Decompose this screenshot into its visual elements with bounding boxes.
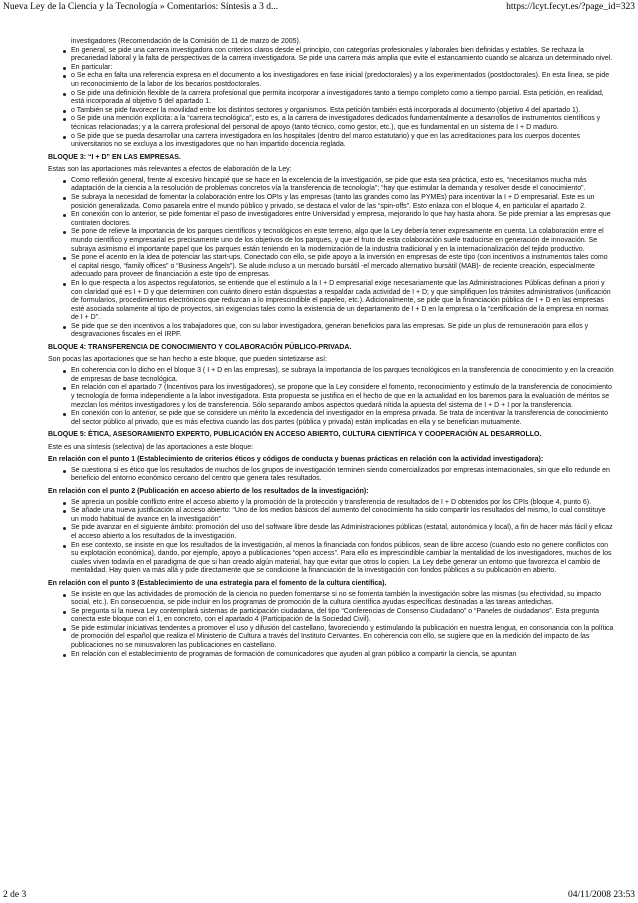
list-item: o Se pide que se pueda desarrollar una carrera investigadora en los hospitales (dentro del marco estatutario) y que en las acreditaciones para los cuerpos docentes universitarios no se excluya a los investigadores que no han impartido docencia reglada. xyxy=(71,133,614,150)
list-item: Se insiste en que las actividades de promoción de la ciencia no pueden fomentarse si no se fomenta también la investigación sobre las mismas (su efectividad, su impacto social, etc.). En consecuencia, se pide incluir en los programas de promoción de la cultura científica ayudas específicas destinadas a las tareas antedichas. xyxy=(71,591,614,608)
list-item: Se aprecia un posible conflicto entre el acceso abierto y la promoción de la protección y transferencia de resultados de I + D obtenidos por los CPIs (bloque 4, punto 6). xyxy=(71,499,614,508)
list-item: investigadores (Recomendación de la Comisión de 11 de marzo de 2005). xyxy=(71,38,301,45)
list-item: En general, se pide una carrera investigadora con criterios claros desde el principio, con categorías profesionales y laborales bien definidas y estables. Se rechaza la precariedad laboral y la falta de perspectivas de la carrera investigadora. Se pide una carrera más amplia que evite el estancamiento cuando se alcanza un determinado nivel. xyxy=(71,46,613,63)
document-content xyxy=(48,38,614,659)
list-item: o Se echa en falta una referencia expresa en el documento a los investigadores en fase inicial (predoctorales) y a los experimentados (postdoctorales). En esta línea, se pide un reconocimiento de la labor de los becarios postdoctorales. xyxy=(71,72,614,89)
print-footer xyxy=(3,889,635,901)
section-heading: En relación con el punto 1 (Establecimiento de criterios éticos y códigos de conducta y buenas prácticas en relación con la actividad investigadora): xyxy=(48,456,544,464)
list-item: En ese contexto, se insiste en que los resultados de la investigación, al menos la financiada con fondos públicos, sean de libre acceso (cuando esto no genere conflictos con su explotación económica), dando, por ejemplo, apoyo a publicaciones “open access”. Para ello es imprescindible cambiar la mentalidad de los investigadores, muchos de los cuales viven todavía en el paradigma de que si han creado algún material, hay que evitar que otros lo copien. La Ley debe generar un entorno que favorezca el cambio de mentalidad. Hay quien va más allá y pide directamente que se condicione la financiación de la investigación con fondos públicos a su publicación en abierto. xyxy=(71,542,614,576)
list-item: Se pide que se den incentivos a los trabajadores que, con su labor investigadora, generan beneficios para las empresas. Se pide un plus de remuneración para ellos y desgravaciones fiscales en el IRPF. xyxy=(71,323,614,340)
list-item: Como reflexión general, frente al excesivo hincapié que se hace en la excelencia de la investigación, se pide que esta sea práctica, esto es, “necesitamos mucha más adaptación de la ciencia a la resolución de problemas concretos vía la transferencia de tecnología”; “hay que estimular la demanda y resolver desde el conocimiento”. xyxy=(71,177,614,194)
bullet-list xyxy=(48,177,614,340)
list-item: En relación con el apartado 7 (Incentivos para los investigadores), se propone que la Ley considere el fomento, reconocimiento y estímulo de la transferencia de conocimiento y tecnología de forma independiente a la labor investigadora. Esta propuesta se justifica en el hecho de que en la actualidad en los baremos para la evaluación de méritos se mezclan los méritos investigadores y los de transferencia. Sólo separando ambos aspectos quedará nítida la apuesta del sistema de I + D + I por la transferencia. xyxy=(71,384,614,410)
list-item: o Se pide una mención explícita: a la “carrera tecnológica”, esto es, a la carrera de investigadores dedicados fundamentalmente a desarrollos de instrumentos científicos y técnicas relacionadas; y a la carrera profesional del personal de apoyo (tanto técnico, como gestor, etc.), que es fundamental en un sistema de I + D maduro. xyxy=(71,115,614,132)
section-heading: En relación con el punto 3 (Establecimiento de una estrategia para el fomento de la cultura científica). xyxy=(48,579,387,587)
page-url: https://lcyt.fecyt.es/?page_id=323 xyxy=(506,2,635,12)
list-item: En conexión con lo anterior, se pide fomentar el paso de investigadores entre Universidad y empresa, mejorando lo que hay hasta ahora. Se pide premiar a las empresas que contraten doctores. xyxy=(71,211,614,228)
list-item: o También se pide favorecer la movilidad entre los distintos sectores y organismos. Esta petición también está incorporada al documento (objetivo 4 del apartado 1). xyxy=(71,107,614,116)
print-header xyxy=(3,1,635,13)
section-heading: BLOQUE 3: “I + D” EN LAS EMPRESAS. xyxy=(48,153,181,161)
list-item: o Se pide una definición flexible de la carrera profesional que permita incorporar a investigadores tanto a tiempo completo como a tiempo parcial. Esta petición, en realidad, está incorporada al objetivo 5 del apartado 1. xyxy=(71,90,614,107)
list-item: Se subraya la necesidad de fomentar la colaboración entre los OPIs y las empresas (tanto las grandes como las PYMEs) para incentivar la I + D empresarial. Este es un posición generalizada. Como pasarela entre el mundo público y privado, se destaca el valor de las “spin-offs”. Esto enlaza con el bloque 4, en particular el apartado 2. xyxy=(71,194,614,211)
paragraph: Este es una síntesis (selectiva) de las aportaciones a este bloque: xyxy=(48,443,254,451)
paragraph: Estas son las aportaciones más relevantes a efectos de elaboración de la Ley: xyxy=(48,166,292,174)
list-item: Se pide avanzar en el siguiente ámbito: promoción del uso del software libre desde las Administraciones públicas (estatal, autonómica y local), a fin de hacer más fácil y eficaz el acceso abierto a los resultados de la investigación. xyxy=(71,524,613,540)
bullet-list xyxy=(48,367,614,427)
section-heading: En relación con el punto 2 (Publicación en acceso abierto de los resultados de la investigación): xyxy=(48,487,369,495)
list-item: Se pone de relieve la importancia de los parques científicos y tecnológicos en este terreno, algo que la Ley debería tener expresamente en cuenta. La colaboración entre el mundo científico y empresarial es precisamente uno de los objetivos de los parques, y que el fruto de esta colaboración suele traducirse en generación de innovación. Se subraya asimismo el importante papel que los parques están teniendo en la modernización de la industria tradicional y en la internacionalización del tejido productivo. xyxy=(71,228,614,254)
bullet-list xyxy=(48,591,614,660)
section-heading: BLOQUE 5: ÉTICA, ASESORAMIENTO EXPERTO, PUBLICACIÓN EN ACCESO ABIERTO, CULTURA CIENTÍFICA Y COOPERACIÓN AL DESARROLLO. xyxy=(48,431,542,439)
list-item: En coherencia con lo dicho en el bloque 3 ( I + D en las empresas), se subraya la importancia de los parques tecnológicos en la transferencia de conocimiento y en la creación de empresas de base tecnológica. xyxy=(71,367,614,383)
list-item: Se pregunta si la nueva Ley contemplará sistemas de participación ciudadana, del tipo “Conferencias de Consenso Ciudadano” o “Paneles de ciudadanos”. Esta pregunta conecta este bloque con el 1, en concreto, con el apartado 4 (Participación de la Sociedad Civil). xyxy=(71,608,614,625)
section-heading: BLOQUE 4: TRANSFERENCIA DE CONOCIMIENTO Y COLABORACIÓN PÚBLICO-PRIVADA. xyxy=(48,343,352,351)
list-item: Se cuestiona si es ético que los resultados de muchos de los grupos de investigación terminen siendo comercializados por empresas internacionales, sin que ello redunde en beneficio del entorno económico cercano del centro que genera tales resultados. xyxy=(71,467,614,484)
list-item: En conexión con lo anterior, se pide que se considere un mérito la excedencia del investigador en la empresa privada. Se trata de incentivar la transferencia de conocimiento del sector público al privado, que es más efectiva cuando las dos partes (pública y privada) están implicadas en ella y se benefician mutuamente. xyxy=(71,410,614,427)
list-item: En relación con el establecimiento de programas de formación de comunicadores que ayuden al gran público a compartir la ciencia, se apuntan xyxy=(71,651,614,660)
list-item: En lo que respecta a los aspectos regulatorios, se entiende que el estímulo a la I + D empresarial exige necesariamente que las Administraciones Públicas definan a priori y con claridad qué es I + D y que determinen con cuánto dinero están dispuestas a respaldar cada actividad de I + D; y que simplifiquen los trámites administrativos (unificación de formularios, procedimientos electrónicos que reduzcan a lo imprescindible el papeleo, etc.). Adicionalmente, se pide que la financiación pública de I + D en las empresas esté asociada solamente al tipo de proyectos, sin exigencias tales como la existencia de un departamento de I + D en la empresa o la “certificación de la empresa en normas de I + D”. xyxy=(71,280,614,323)
page-number: 2 de 3 xyxy=(3,890,27,900)
bullet-list xyxy=(48,467,614,484)
list-item: Se añade una nueva justificación al acceso abierto: “Uno de los medios básicos del aumento del conocimiento ha sido compartir los resultados del mismo, lo cual constituye un modo habitual de avance en la investigación” xyxy=(71,507,614,524)
list-item: Se pone el acento en la idea de potenciar las start-ups. Conectado con ello, se pide apoyo a la inversión en empresas de este tipo (con incentivos a instrumentos tales como el capital riesgo, “family offices” o “Business Angels”). Se alude incluso a un mercado bursátil -el mercado alternativo bursátil (MAB)- de reciente creación, especialmente adecuado para proveer de financiación a este tipo de empresas. xyxy=(71,254,614,280)
page-title: Nueva Ley de la Ciencia y la Tecnología » Comentarios: Síntesis a 3 d... xyxy=(3,2,279,12)
paragraph: Son pocas las aportaciones que se han hecho a este bloque, que pueden sintetizarse así: xyxy=(48,356,328,364)
bullet-list xyxy=(48,38,614,150)
print-datetime: 04/11/2008 23:53 xyxy=(568,890,635,900)
bullet-list xyxy=(48,499,614,576)
list-item: En particular: xyxy=(71,64,614,73)
list-item: Se pide estimular iniciativas tendentes a promover el uso y difusión del castellano, favoreciendo y estimulando la publicación en nuestra lengua, en consonancia con la política de promoción del español que realiza el Ministerio de Cultura a través del Instituto Cervantes. En coherencia con ello, se sugiere que en la medición del impacto de las publicaciones no se minusvaloren las publicaciones en castellano. xyxy=(71,624,614,650)
